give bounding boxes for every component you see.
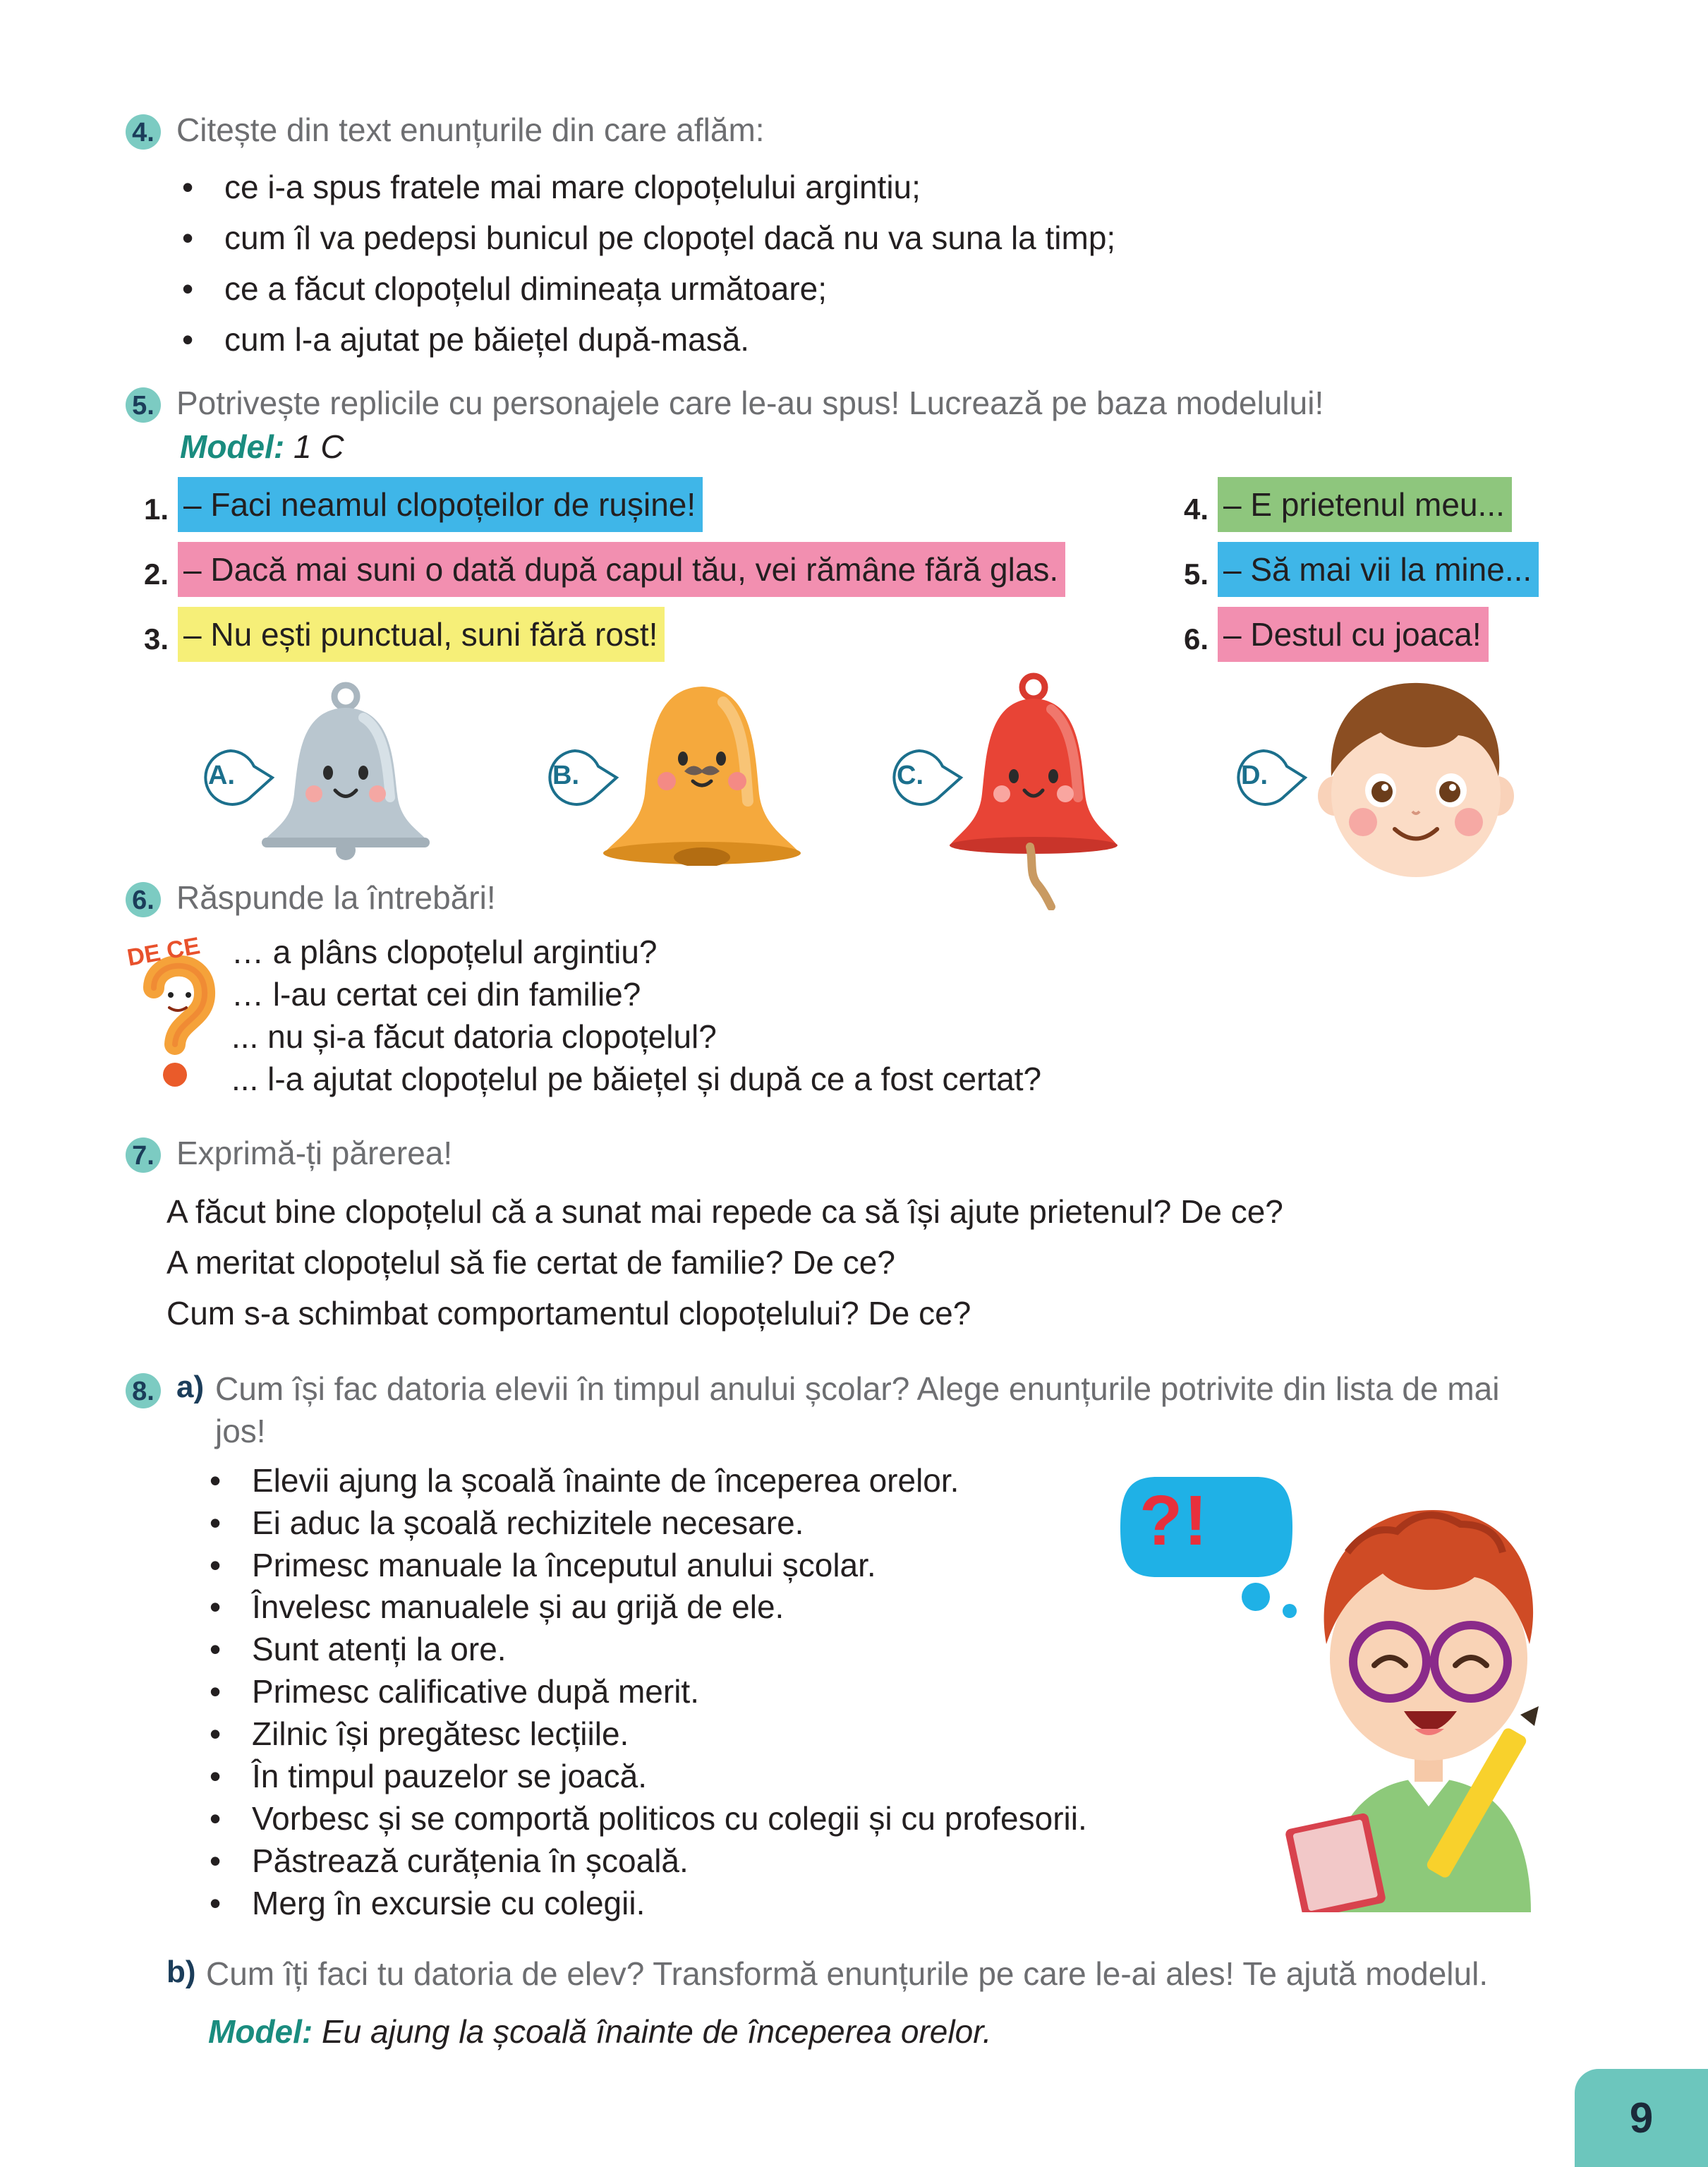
reply-2: – Dacă mai suni o dată după capul tău, vei rămâne fără glas. [178, 542, 1065, 597]
ex7-question-1: A făcut bine clopoțelul că a sunat mai repede ca să își ajute prietenul? De ce? [166, 1193, 1283, 1230]
ex6-question-1: … a plâns clopoțelul argintiu? [231, 934, 658, 970]
model-label: Model: [180, 428, 285, 465]
silver-bell-icon [258, 681, 434, 861]
reply-number-6: 6. [1184, 622, 1209, 656]
ex6-question-4: ... l-a ajutat clopoțelul pe băiețel și după ce a fost certat? [231, 1061, 1042, 1097]
ex8-item-11: • Merg în excursie cu colegii. [252, 1884, 645, 1922]
exercise-7-instruction: Exprimă-ți părerea! [176, 1135, 453, 1171]
ex8-item-8: • În timpul pauzelor se joacă. [252, 1757, 647, 1795]
ex8-model [208, 2012, 992, 2051]
reply-number-3: 3. [144, 622, 169, 656]
exercise-5-model [180, 428, 344, 466]
orange-bell-icon [600, 681, 804, 866]
ex7-question-3: Cum s-a schimbat comportamentul clopoțelului? De ce? [166, 1295, 971, 1332]
ex8-item-5: • Sunt atenți la ore. [252, 1630, 507, 1668]
exercise-4-number: 4. [126, 114, 161, 150]
ex8-item-4: • Învelesc manualele și au grijă de ele. [252, 1588, 784, 1626]
label-c: C. [897, 761, 923, 790]
ex8-item-2: • Ei aduc la școală rechizitele necesare. [252, 1504, 804, 1542]
exercise-6-number: 6. [126, 882, 161, 917]
label-a: A. [208, 761, 235, 790]
de-ce-badge: DE CE [125, 932, 202, 972]
model-value: 1 C [293, 428, 344, 465]
ex4-item-2: • cum îl va pedepsi bunicul pe clopoțel dacă nu va suna la timp; [224, 219, 1115, 257]
ex6-question-2: … l-au certat cei din familie? [231, 976, 641, 1013]
ex8-item-3: • Primesc manuale la începutul anului școlar. [252, 1546, 876, 1584]
ex4-item-3: • ce a făcut clopoțelul dimineața următoare; [224, 270, 827, 308]
exercise-4-instruction: Citește din text enunțurile din care aflăm: [176, 111, 765, 148]
ex6-question-3: ... nu și-a făcut datoria clopoțelul? [231, 1018, 717, 1055]
part-a-instruction-line-2: jos! [215, 1413, 266, 1449]
student-boy-icon [1284, 1489, 1573, 1912]
reply-number-1: 1. [144, 493, 169, 526]
ex8-item-7: • Zilnic își pregătesc lecțiile. [252, 1715, 629, 1753]
ex7-question-2: A meritat clopoțelul să fie certat de familie? De ce? [166, 1244, 895, 1281]
reply-4: – E prietenul meu... [1218, 477, 1512, 532]
ex8-item-9: • Vorbesc și se comportă politicos cu colegii și cu profesorii. [252, 1799, 1087, 1837]
reply-3: – Nu ești punctual, suni fără rost! [178, 607, 665, 662]
ex4-item-1: • ce i-a spus fratele mai mare clopoțelului argintiu; [224, 168, 921, 206]
exercise-8-number: 8. [126, 1373, 161, 1408]
part-b-label: b) [166, 1955, 196, 1989]
ex8-item-6: • Primesc calificative după merit. [252, 1672, 699, 1710]
reply-number-2: 2. [144, 557, 169, 591]
reply-number-4: 4. [1184, 493, 1209, 526]
part-a-label: a) [176, 1370, 205, 1404]
model-text-b: Eu ajung la școală înainte de începerea orelor. [321, 2013, 992, 2050]
exercise-7-number: 7. [126, 1137, 161, 1173]
ex8-item-1: • Elevii ajung la școală înainte de începerea orelor. [252, 1461, 959, 1499]
reply-1: – Faci neamul clopoțeilor de rușine! [178, 477, 703, 532]
exercise-5-instruction: Potrivește replicile cu personajele care le-au spus! Lucrează pe baza modelului! [176, 385, 1324, 421]
red-bell-icon [945, 670, 1122, 910]
exercise-6-instruction: Răspunde la întrebări! [176, 879, 496, 916]
boy-face-icon [1314, 670, 1518, 882]
ex8-item-10: • Păstrează curățenia în școală. [252, 1842, 689, 1880]
ex4-item-4: • cum l-a ajutat pe băiețel după-masă. [224, 320, 749, 358]
reply-number-5: 5. [1184, 557, 1209, 591]
reply-6: – Destul cu joaca! [1218, 607, 1489, 662]
page-number: 9 [1575, 2069, 1708, 2167]
reply-5: – Să mai vii la mine... [1218, 542, 1539, 597]
model-label-b: Model: [208, 2013, 313, 2050]
part-b-instruction: Cum îți faci tu datoria de elev? Transformă enunțurile pe care le-ai ales! Te ajută modelul. [206, 1955, 1489, 1992]
thought-bubble-icon [1108, 1471, 1312, 1619]
thought-bubble-text: ?! [1139, 1481, 1209, 1560]
exercise-5-number: 5. [126, 387, 161, 423]
label-d: D. [1241, 761, 1268, 790]
part-a-instruction-line-1: Cum își fac datoria elevii în timpul anului școlar? Alege enunțurile potrivite din lista de mai [215, 1370, 1500, 1407]
label-b: B. [552, 761, 579, 790]
